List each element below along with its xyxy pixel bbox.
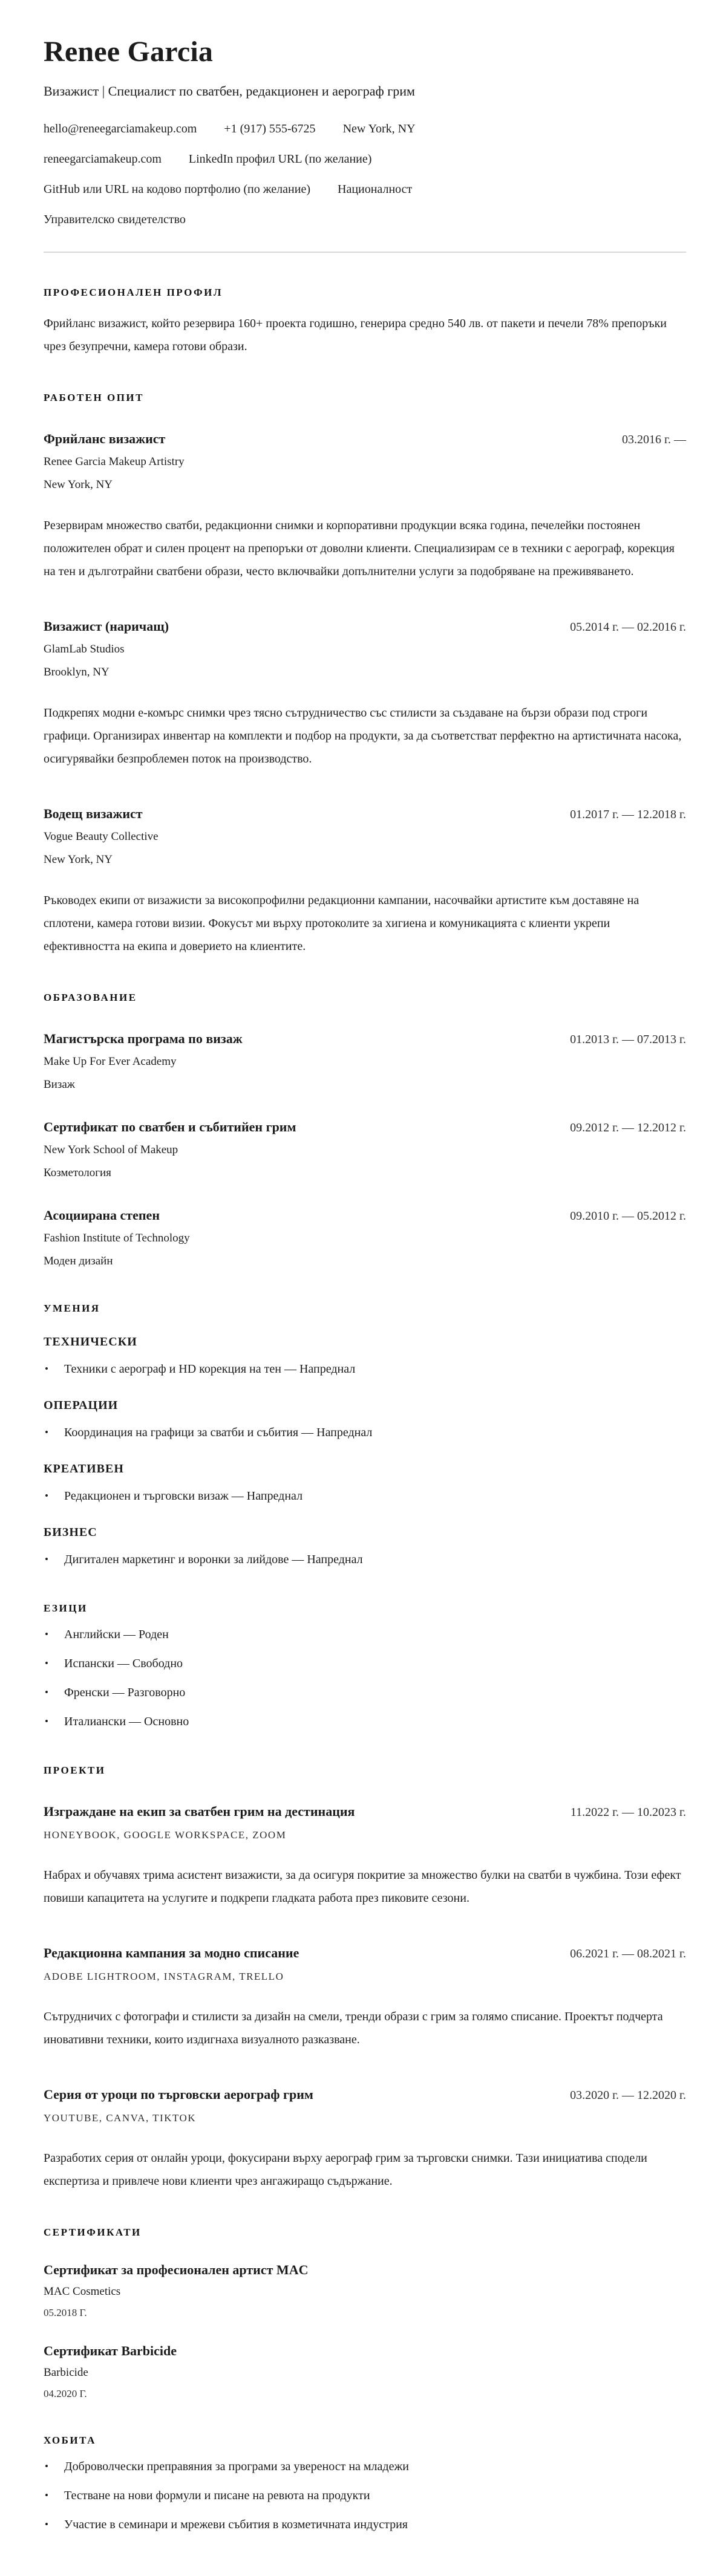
hobby-item: • Доброволчески преправяния за програми за увереност на младежи (44, 2457, 686, 2476)
certification-entry (44, 2343, 686, 2401)
project-entry-head (44, 1803, 686, 1820)
section-hobbies (44, 2435, 686, 2534)
education-dates: 09.2012 г. — 12.2012 г. (570, 1121, 686, 1134)
project-entry-head (44, 2086, 686, 2103)
language-item: • Френски — Разговорно (44, 1683, 686, 1702)
project-dates: 06.2021 г. — 08.2021 г. (570, 1947, 686, 1960)
language-item: • Испански — Свободно (44, 1654, 686, 1673)
skill-item: • Координация на графици за сватби и събития — Напреднал (44, 1423, 686, 1442)
project-entry (44, 1803, 686, 1910)
certification-title: Сертификат Barbicide (44, 2343, 177, 2358)
hobby-list (44, 2457, 686, 2534)
field-of-study: Моден дизайн (44, 1255, 113, 1267)
project-description: Сътрудничих с фотографи и стилисти за дизайн на смели, тренди образи с грим за голямо списание. Проектът подчерта иновативни техники, които издигнаха визуалното разказване. (44, 2010, 663, 2046)
language-list (44, 1625, 686, 1731)
skill-category-operations: ОПЕРАЦИИ (44, 1399, 119, 1412)
section-education (44, 992, 686, 1269)
job-dates: 05.2014 г. — 02.2016 г. (570, 620, 686, 634)
project-dates: 03.2020 г. — 12.2020 г. (570, 2089, 686, 2102)
contact-phone: +1 (917) 555-6725 (224, 122, 316, 135)
field-of-study: Козметология (44, 1166, 111, 1179)
project-title: Редакционна кампания за модно списание (44, 1945, 299, 1960)
contact-nationality: Националност (338, 183, 413, 196)
section-experience (44, 392, 686, 958)
school-name: New York School of Makeup (44, 1143, 178, 1156)
project-dates: 11.2022 г. — 10.2023 г. (570, 1806, 686, 1819)
job-location: Brooklyn, NY (44, 666, 110, 678)
job-description: Подкрепях модни е-комърс снимки чрез тясно сътрудничество със стилисти за създаване на бързи образи под строги графици. Организирах инвентар на комплекти и подбор на продукти, за да съответстват перфектно на артистичната насока, осигурявайки безпроблемен поток на производство. (44, 706, 682, 766)
job-entry-head (44, 618, 686, 635)
skill-category-creative: КРЕАТИВЕН (44, 1462, 124, 1475)
skill-category-business: БИЗНЕС (44, 1526, 97, 1539)
skill-item: • Дигитален маркетинг и воронки за лийдове — Напреднал (44, 1550, 686, 1569)
education-dates: 09.2010 г. — 05.2012 г. (570, 1209, 686, 1223)
job-entry (44, 805, 686, 958)
project-tools: ADOBE LIGHTROOM, INSTAGRAM, TRELLO (44, 1971, 284, 1982)
skill-item: • Техники с аерограф и HD корекция на тен — Напреднал (44, 1360, 686, 1378)
project-title: Серия от уроци по търговски аерограф грим (44, 2087, 313, 2102)
profile-heading: ПРОФЕСИОНАЛЕН ПРОФИЛ (44, 287, 223, 298)
job-title: Фрийланс визажист (44, 431, 166, 446)
certification-issuer: MAC Cosmetics (44, 2285, 121, 2298)
job-title: Визажист (наричащ) (44, 619, 169, 634)
job-dates: 01.2017 г. — 12.2018 г. (570, 808, 686, 821)
resume-header (44, 37, 686, 253)
hobbies-heading: ХОБИТА (44, 2435, 96, 2446)
job-entry (44, 618, 686, 770)
language-item: • Италиански — Основно (44, 1712, 686, 1731)
contact-row-1 (44, 121, 686, 137)
hobby-item: • Тестване на нови формули и писане на ревюта на продукти (44, 2487, 686, 2505)
projects-heading: ПРОЕКТИ (44, 1764, 106, 1776)
job-company: Vogue Beauty Collective (44, 830, 159, 843)
job-company: GlamLab Studios (44, 643, 125, 655)
education-entry (44, 1030, 686, 1092)
project-tools: YOUTUBE, CANVA, TIKTOK (44, 2112, 197, 2124)
languages-heading: ЕЗИЦИ (44, 1602, 88, 1614)
education-heading: ОБРАЗОВАНИЕ (44, 992, 137, 1003)
job-description: Резервирам множество сватби, редакционни снимки и корпоративни продукции всяка година, печелейки постоянен положителен обрат и силен процент на препоръки от доволни клиенти. Специализирам се в техники с аерограф, корекция на тен и дълготрайни сватбени образи, често включвайки допълнителни услуги за подобряване на преживяването. (44, 519, 675, 578)
job-entry-head (44, 431, 686, 447)
certification-date: 04.2020 Г. (44, 2388, 87, 2399)
school-name: Fashion Institute of Technology (44, 1232, 190, 1244)
job-entry-head (44, 805, 686, 822)
skill-item: • Редакционен и търговски визаж — Напреднал (44, 1487, 686, 1505)
skill-list-business (44, 1550, 686, 1569)
education-entry (44, 1207, 686, 1269)
job-entry (44, 431, 686, 583)
project-description: Набрах и обучавях трима асистент визажисти, за да осигуря покритие за множество булки на сватби в чужбина. Този ефект повиши капацитета на услугите и подкрепи гладката работа през пиковите сезони. (44, 1869, 681, 1905)
degree-title: Асоциирана степен (44, 1208, 160, 1223)
job-location: New York, NY (44, 853, 113, 866)
degree-title: Сертификат по сватбен и събитийен грим (44, 1119, 296, 1134)
section-projects (44, 1764, 686, 2193)
school-name: Make Up For Ever Academy (44, 1055, 177, 1068)
contact-driving-license: Управителско свидетелство (44, 213, 186, 226)
contact-github: GitHub или URL на кодово портфолио (по желание) (44, 183, 310, 196)
header-divider (44, 252, 686, 253)
certification-date: 05.2018 Г. (44, 2307, 87, 2318)
contact-linkedin: LinkedIn профил URL (по желание) (188, 152, 372, 166)
skill-list-creative (44, 1487, 686, 1505)
section-certifications (44, 2226, 686, 2401)
field-of-study: Визаж (44, 1078, 75, 1091)
section-languages (44, 1602, 686, 1731)
project-entry (44, 1945, 686, 2051)
education-entry-head (44, 1207, 686, 1224)
project-entry (44, 2086, 686, 2193)
contact-row-2 (44, 151, 686, 167)
job-title: Водещ визажист (44, 806, 143, 821)
project-tools: HONEYBOOK, GOOGLE WORKSPACE, ZOOM (44, 1829, 287, 1841)
skill-category-technical: ТЕХНИЧЕСКИ (44, 1335, 137, 1348)
contact-email: hello@reneegarciamakeup.com (44, 122, 197, 135)
section-skills (44, 1303, 686, 1569)
education-entry-head (44, 1030, 686, 1047)
contact-row-3 (44, 181, 686, 197)
profile-text: Фрийланс визажист, който резервира 160+ проекта годишно, генерира средно 540 лв. от пакети и печели 78% препоръки чрез безупречни, камера готови образи. (44, 317, 667, 353)
certification-issuer: Barbicide (44, 2366, 88, 2379)
certifications-heading: СЕРТИФИКАТИ (44, 2226, 142, 2238)
education-entry-head (44, 1119, 686, 1136)
job-location: New York, NY (44, 478, 113, 491)
education-entry (44, 1119, 686, 1180)
certification-title: Сертификат за професионален артист MAC (44, 2262, 309, 2277)
degree-title: Магистърска програма по визаж (44, 1031, 243, 1046)
contact-website: reneegarciamakeup.com (44, 152, 162, 166)
skills-heading: УМЕНИЯ (44, 1303, 100, 1314)
education-dates: 01.2013 г. — 07.2013 г. (570, 1033, 686, 1046)
project-title: Изграждане на екип за сватбен грим на дестинация (44, 1804, 355, 1819)
project-description: Разработих серия от онлайн уроци, фокусирани върху аерограф грим за търговски снимки. Тази инициатива сподели експертиза и привлече нови клиенти чрез ангажиращо съдържание. (44, 2152, 647, 2188)
experience-heading: РАБОТЕН ОПИТ (44, 392, 144, 403)
hobby-item: • Участие в семинари и мрежеви събития в козметичната индустрия (44, 2516, 686, 2534)
candidate-tagline: Визажист | Специалист по сватбен, редакционен и аерограф грим (44, 83, 415, 99)
section-profile (44, 287, 686, 358)
job-description: Ръководех екипи от визажисти за високопрофилни редакционни кампании, насочвайки артистите към доставяне на сплотени, камера готови визии. Фокусът ми върху протоколите за хигиена и комуникацията с клиенти укрепи ефективността на екипа и доверието на клиентите. (44, 894, 639, 953)
project-entry-head (44, 1945, 686, 1962)
job-dates: 03.2016 г. — (622, 433, 686, 446)
contact-row-4 (44, 212, 686, 227)
contact-location: New York, NY (342, 122, 416, 135)
candidate-name: Renee Garcia (44, 36, 214, 68)
job-company: Renee Garcia Makeup Artistry (44, 455, 185, 468)
certification-entry (44, 2262, 686, 2320)
skill-list-operations (44, 1423, 686, 1442)
skill-list-technical (44, 1360, 686, 1378)
language-item: • Английски — Роден (44, 1625, 686, 1644)
